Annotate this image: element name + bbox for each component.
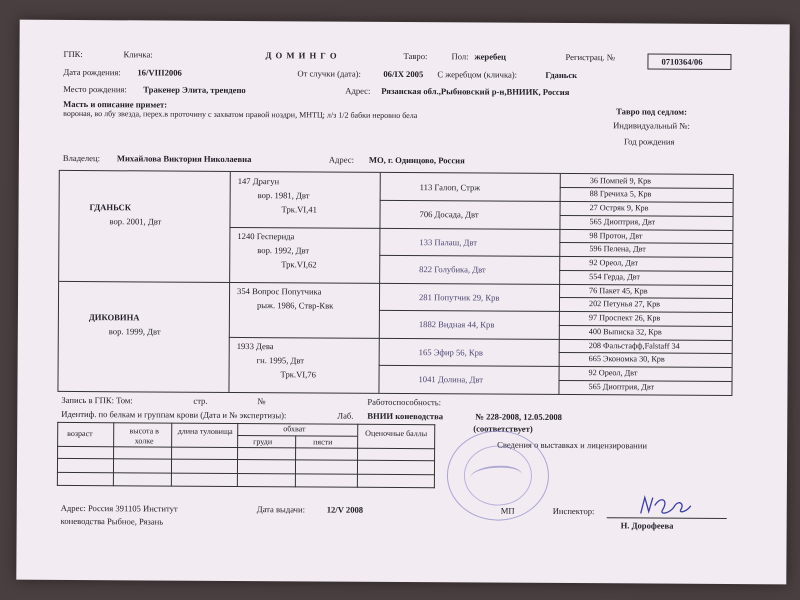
g3-entry: 281 Попутчик 29, Крв [418, 292, 500, 303]
ident-label: Идентиф. по белкам и группам крови (Дата и № экспертизы): [61, 408, 287, 421]
owner-address-label: Адрес: [328, 154, 355, 165]
nickname-label: Кличка: [123, 49, 153, 60]
lab-value: ВНИИ коневодства [367, 410, 444, 422]
g4-entry: 36 Помпей 9, Крв [589, 176, 652, 186]
g4-entry: 565 Диоптрия, Двт [589, 217, 656, 227]
stallion-label: С жеребцом (кличка): [437, 69, 518, 80]
passport-sheet [16, 20, 789, 585]
g2-extra: Трк.VI,62 [281, 259, 317, 270]
individual-label: Индивидуальный №: [613, 120, 690, 131]
g3-entry: 113 Галоп, Стрж [419, 182, 481, 193]
birth-label: Дата рождения: [63, 66, 121, 78]
g4-entry: 202 Петунья 27, Крв [588, 299, 661, 309]
g4-entry: 98 Протон, Двт [589, 231, 643, 241]
g2-name: 147 Драгун [237, 175, 280, 187]
owner-value: Михайлова Виктория Николаевна [116, 153, 252, 165]
g2-desc: рыж. 1986, Ствр-Квк [256, 300, 334, 311]
mating-label: От случки (дата): [297, 68, 361, 79]
dam-name: ДИКОВИНА [88, 312, 140, 323]
g4-entry: 97 Проспект 26, Крв [588, 313, 661, 323]
gpk-label: ГПК: [63, 48, 83, 60]
sire-desc: вор. 2001, Двт [109, 216, 162, 227]
lab-label: Лаб. [337, 410, 354, 421]
place-label: Место рождения: [63, 83, 127, 95]
g2-desc: гн. 1995, Двт [256, 355, 305, 366]
seal-stamp [447, 430, 550, 521]
g3-entry: 133 Палаш, Двт [419, 237, 478, 248]
meas-header: Оценочные баллы [365, 428, 428, 439]
masty-value: вороная, во лбу звезда, перех.в проточину с захватом правой ноздри, МНТЦ; л/з 1/2 бабки неровно бела [63, 108, 418, 121]
dam-desc: вор. 1999, Двт [108, 326, 161, 337]
g4-entry: 88 Гречиха 5, Крв [589, 189, 652, 199]
g4-entry: 208 Фальстафф,Falstaff 34 [588, 341, 680, 351]
mp-label: МП [500, 505, 515, 516]
g4-entry: 596 Пелена, Двт [589, 244, 646, 254]
g3-entry: 165 Эфир 56, Крв [418, 347, 484, 358]
g4-entry: 665 Экономка 30, Крв [588, 354, 665, 364]
tavro-label: Тавро: [403, 50, 428, 62]
masty-label: Масть и описание примет: [63, 98, 168, 110]
address-footer-label: Адрес: Россия 391105 Институт [60, 502, 178, 514]
g2-name: 1240 Гесперида [237, 230, 295, 242]
g3-entry: 706 Досада, Двт [419, 209, 479, 220]
mating-date: 06/IX 2005 [383, 68, 424, 80]
pedigree-table [57, 170, 733, 396]
g2-name: 354 Вопрос Попутчика [237, 285, 322, 297]
meas-header: длина туловища [177, 426, 233, 436]
inspector-label: Инспектор: [552, 505, 595, 517]
owner-label: Владелец: [62, 152, 101, 164]
birth-date: 16/VIII2006 [137, 67, 182, 78]
page-label: стр. [193, 395, 208, 406]
g4-entry: 76 Пакет 45, Крв [589, 286, 648, 296]
owner-address: МО, г. Одинцово, Россия [368, 154, 465, 166]
meas-header: пясти [313, 437, 333, 447]
g4-entry: 92 Ореол, Двт [588, 368, 638, 378]
reg-label: Регистрац. № [565, 51, 616, 63]
gpk-record-label: Запись в ГПК: Том: [61, 394, 133, 406]
meas-header: груди [253, 437, 273, 447]
sex-label: Пол: [451, 51, 469, 62]
g3-entry: 822 Голубика, Двт [419, 264, 486, 275]
g2-extra: Трк.VI,41 [281, 204, 317, 215]
year-label: Год рождения [623, 136, 675, 147]
reg-number: 0710364/06 [661, 56, 703, 67]
work-label: Работоспособность: [367, 396, 442, 408]
g4-entry: 400 Выписка 32, Крв [588, 327, 662, 337]
issue-label: Дата выдачи: [256, 504, 306, 515]
meas-header: возраст [67, 428, 93, 439]
g4-entry: 565 Диоптрия, Двт [588, 382, 655, 392]
measurement-table [57, 422, 435, 488]
sire-name: ГДАНЬСК [89, 202, 132, 213]
meas-header: обхват [283, 424, 306, 434]
g3-entry: 1882 Видная 44, Крв [418, 319, 495, 330]
address-value: Рязанская обл.,Рыбновский р-н,ВНИИК, Россия [381, 85, 570, 98]
exhibitions-label: Сведения о выставках и лицензировании [497, 439, 648, 451]
place-value: Тракенер Элита, трендепо [143, 84, 246, 96]
horse-icon [470, 465, 522, 487]
g2-name: 1933 Дева [236, 340, 274, 352]
address-footer-line2: коневодства Рыбное, Рязань [60, 515, 164, 527]
g4-entry: 27 Остряк 9, Крв [589, 203, 649, 213]
saddle-label: Тавро под седлом: [616, 106, 688, 117]
number-label: № [257, 396, 266, 407]
signature [635, 491, 695, 519]
meas-header: высота в холке [129, 426, 160, 446]
g3-entry: 1041 Долина, Двт [418, 374, 484, 385]
matches-note: (соответствует) [473, 423, 533, 434]
g2-desc: вор. 1992, Двт [257, 245, 310, 256]
stallion-value: Гданьск [545, 69, 578, 81]
g4-entry: 554 Герда, Двт [589, 272, 640, 282]
address-label: Адрес: [345, 85, 371, 96]
sex-value: жеребец [474, 51, 507, 62]
horse-name: Д О М И Н Г О [265, 50, 338, 61]
g2-desc: вор. 1981, Двт [257, 190, 310, 201]
issue-date: 12/V 2008 [326, 504, 364, 515]
g2-extra: Трк.VI,76 [280, 369, 316, 380]
g4-entry: 92 Ореол, Двт [589, 258, 639, 268]
expertise-value: № 228-2008, 12.05.2008 [475, 411, 563, 422]
inspector-name: Н. Дорофеева [620, 520, 674, 531]
